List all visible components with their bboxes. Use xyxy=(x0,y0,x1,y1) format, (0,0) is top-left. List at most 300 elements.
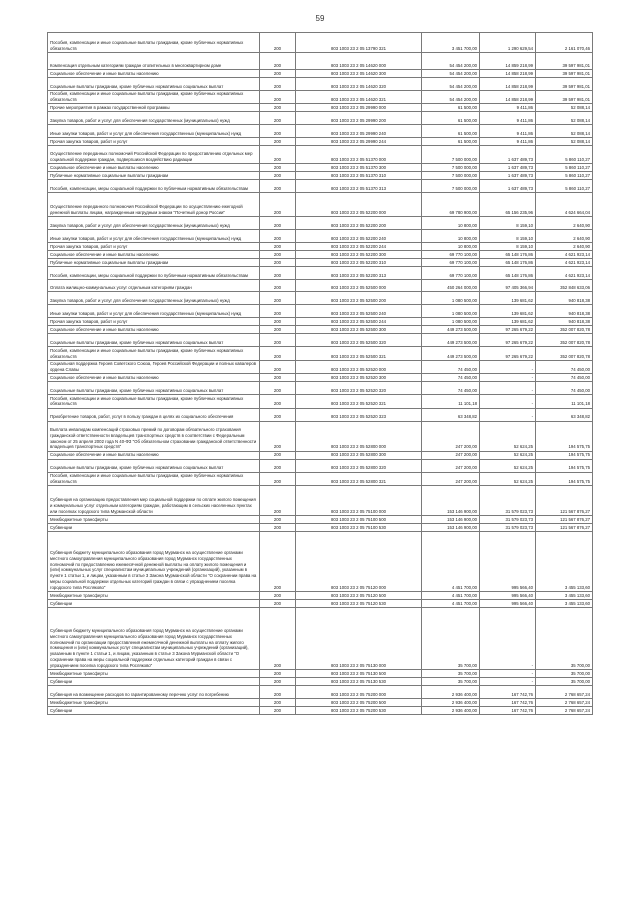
row-name-cell: Социальные выплаты гражданам, кроме публичных нормативных социальных выплат xyxy=(48,78,260,91)
row-executed-amount-cell: 1 637 489,73 xyxy=(480,172,536,180)
row-unexecuted-amount-cell: 2 161 070,46 xyxy=(536,33,593,53)
table-row xyxy=(48,318,593,326)
row-admin-code-cell: 200 xyxy=(260,70,296,78)
row-name-cell: Субвенции xyxy=(48,677,260,685)
row-executed-amount-cell: - xyxy=(480,374,536,382)
table-row xyxy=(48,53,593,70)
row-classification-code-cell: 803 1003 23 2 05 52200 310 xyxy=(296,259,422,267)
row-approved-amount-cell: 247 200,00 xyxy=(422,472,480,485)
row-unexecuted-amount-cell: 194 575,75 xyxy=(536,459,593,472)
row-name-cell: Социальное обеспечение и иные выплаты населению xyxy=(48,374,260,382)
row-unexecuted-amount-cell: 940 818,38 xyxy=(536,305,593,318)
row-classification-code-cell: 803 1003 23 2 05 52500 000 xyxy=(296,280,422,292)
row-approved-amount-cell: 10 800,00 xyxy=(422,230,480,243)
table-row xyxy=(48,172,593,180)
row-name-cell: Иные закупки товаров, работ и услуг для обеспечения государственных (муниципальных) нужд xyxy=(48,230,260,243)
row-approved-amount-cell: 11 101,18 xyxy=(422,395,480,408)
row-name-cell: Межбюджетные трансферты xyxy=(48,515,260,523)
row-executed-amount-cell: - xyxy=(480,382,536,395)
row-classification-code-cell: 803 1003 23 2 05 52200 313 xyxy=(296,267,422,280)
row-classification-code-cell: 803 1003 23 2 05 52520 000 xyxy=(296,360,422,373)
table-row xyxy=(48,515,593,523)
row-classification-code-cell: 803 1003 23 2 05 52200 244 xyxy=(296,243,422,251)
table-row xyxy=(48,251,593,259)
row-classification-code-cell: 803 1003 23 2 05 51370 000 xyxy=(296,146,422,164)
row-unexecuted-amount-cell: 2 768 657,24 xyxy=(536,698,593,706)
row-approved-amount-cell: 74 450,00 xyxy=(422,360,480,373)
row-unexecuted-amount-cell: 52 088,14 xyxy=(536,112,593,125)
row-classification-code-cell: 803 1003 23 2 05 75120 500 xyxy=(296,591,422,599)
row-name-cell: Публичные нормативные социальные выплаты гражданам xyxy=(48,259,260,267)
row-unexecuted-amount-cell: 39 597 981,01 xyxy=(536,78,593,91)
row-name-cell: Субвенции xyxy=(48,599,260,607)
row-approved-amount-cell: 153 146 900,00 xyxy=(422,485,480,515)
row-admin-code-cell: 200 xyxy=(260,485,296,515)
table-row xyxy=(48,706,593,714)
row-executed-amount-cell: 97 265 679,22 xyxy=(480,347,536,360)
row-approved-amount-cell: 7 500 000,00 xyxy=(422,146,480,164)
table-row xyxy=(48,180,593,193)
row-classification-code-cell: 803 1003 23 2 05 52520 323 xyxy=(296,408,422,421)
row-admin-code-cell: 200 xyxy=(260,267,296,280)
table-row xyxy=(48,125,593,138)
row-executed-amount-cell: 97 405 366,94 xyxy=(480,280,536,292)
row-approved-amount-cell: 1 080 500,00 xyxy=(422,292,480,305)
row-admin-code-cell: 200 xyxy=(260,243,296,251)
row-approved-amount-cell: 1 080 500,00 xyxy=(422,318,480,326)
row-classification-code-cell: 803 1003 23 2 05 52520 321 xyxy=(296,395,422,408)
row-classification-code-cell: 803 1003 23 2 05 14620 320 xyxy=(296,78,422,91)
row-admin-code-cell: 200 xyxy=(260,421,296,451)
row-name-cell: Закупка товаров, работ и услуг для обеспечения государственных (муниципальных) нужд xyxy=(48,217,260,230)
row-admin-code-cell: 200 xyxy=(260,78,296,91)
row-unexecuted-amount-cell: 35 700,00 xyxy=(536,607,593,669)
row-classification-code-cell: 803 1003 23 2 05 75100 000 xyxy=(296,485,422,515)
row-executed-amount-cell: 995 566,40 xyxy=(480,531,536,591)
row-admin-code-cell: 200 xyxy=(260,591,296,599)
table-row xyxy=(48,267,593,280)
row-name-cell: Субвенции xyxy=(48,523,260,531)
row-approved-amount-cell: 450 264 000,00 xyxy=(422,280,480,292)
row-name-cell: Осуществление переданных полномочий Российской Федерации по предоставлению отдельных мер социальной поддержки граждан, подвергшихся воздействию радиации xyxy=(48,146,260,164)
row-approved-amount-cell: 2 936 400,00 xyxy=(422,685,480,698)
row-unexecuted-amount-cell: 2 768 657,24 xyxy=(536,685,593,698)
row-unexecuted-amount-cell: 3 455 133,60 xyxy=(536,599,593,607)
table-row xyxy=(48,599,593,607)
row-name-cell: Субвенция на возмещение расходов по гарантированному перечню услуг по погребению xyxy=(48,685,260,698)
row-admin-code-cell: 200 xyxy=(260,230,296,243)
row-admin-code-cell: 200 xyxy=(260,374,296,382)
row-approved-amount-cell: 63 348,82 xyxy=(422,408,480,421)
row-executed-amount-cell: 31 579 023,73 xyxy=(480,485,536,515)
row-approved-amount-cell: 3 451 700,00 xyxy=(422,33,480,53)
row-unexecuted-amount-cell: 194 575,75 xyxy=(536,451,593,459)
table-row xyxy=(48,531,593,591)
row-approved-amount-cell: 54 454 200,00 xyxy=(422,53,480,70)
row-classification-code-cell: 803 1003 23 2 05 52500 320 xyxy=(296,334,422,347)
row-name-cell: Субвенция бюджету муниципального образования город Мурманск на осуществление органами местного самоуправления муниципального образования город Мурманск государственных полномочий по предоставлению ежемесячной денежной выплаты на оплату жилого помещения и (или) коммунальных услуг специалистам муниципальных учреждений (организаций), указанным в пункте 1 статьи 1, и лицам, указанным в статье 3 Закона Мурманской области "О сохранении права на меры социальной поддержки отдельных категорий граждан в связи с упразднением поселка городского типа Росляково" xyxy=(48,531,260,591)
table-row xyxy=(48,280,593,292)
row-executed-amount-cell: 65 148 176,86 xyxy=(480,259,536,267)
row-approved-amount-cell: 61 500,00 xyxy=(422,112,480,125)
table-row xyxy=(48,138,593,146)
row-unexecuted-amount-cell: 52 088,14 xyxy=(536,104,593,112)
row-name-cell: Социальные выплаты гражданам, кроме публичных нормативных социальных выплат xyxy=(48,334,260,347)
table-row xyxy=(48,112,593,125)
row-executed-amount-cell: 1 637 489,73 xyxy=(480,146,536,164)
row-approved-amount-cell: 69 780 900,00 xyxy=(422,193,480,217)
row-admin-code-cell: 200 xyxy=(260,217,296,230)
row-executed-amount-cell: 8 159,10 xyxy=(480,217,536,230)
row-admin-code-cell: 200 xyxy=(260,459,296,472)
table-row xyxy=(48,591,593,599)
table-row xyxy=(48,292,593,305)
table-row xyxy=(48,472,593,485)
page-number: 59 xyxy=(315,14,325,23)
row-name-cell: Социальное обеспечение и иные выплаты населению xyxy=(48,70,260,78)
row-unexecuted-amount-cell: 3 455 133,60 xyxy=(536,591,593,599)
row-approved-amount-cell: 10 800,00 xyxy=(422,243,480,251)
table-row xyxy=(48,91,593,104)
row-admin-code-cell: 200 xyxy=(260,669,296,677)
row-admin-code-cell: 200 xyxy=(260,706,296,714)
row-name-cell: Пособия, компенсации, меры социальной поддержки по публичным нормативным обязательствам xyxy=(48,267,260,280)
row-unexecuted-amount-cell: 352 007 820,78 xyxy=(536,347,593,360)
row-executed-amount-cell: 52 624,25 xyxy=(480,472,536,485)
table-row xyxy=(48,607,593,669)
row-admin-code-cell: 200 xyxy=(260,180,296,193)
row-executed-amount-cell: 52 624,25 xyxy=(480,421,536,451)
row-unexecuted-amount-cell: 352 848 633,06 xyxy=(536,280,593,292)
row-admin-code-cell: 200 xyxy=(260,607,296,669)
row-classification-code-cell: 803 1003 23 2 05 75100 530 xyxy=(296,523,422,531)
row-classification-code-cell: 803 1003 23 2 05 29990 000 xyxy=(296,104,422,112)
row-unexecuted-amount-cell: 121 567 876,27 xyxy=(536,485,593,515)
row-classification-code-cell: 803 1003 23 2 05 51370 300 xyxy=(296,164,422,172)
row-admin-code-cell: 200 xyxy=(260,91,296,104)
row-approved-amount-cell: 10 800,00 xyxy=(422,217,480,230)
row-name-cell: Пособия, компенсации и иные социальные выплаты гражданам, кроме публичных нормативных обязательств xyxy=(48,91,260,104)
row-executed-amount-cell: 14 858 218,99 xyxy=(480,91,536,104)
row-classification-code-cell: 803 1003 23 2 05 75120 000 xyxy=(296,531,422,591)
row-approved-amount-cell: 74 450,00 xyxy=(422,382,480,395)
row-approved-amount-cell: 7 500 000,00 xyxy=(422,180,480,193)
table-row xyxy=(48,374,593,382)
row-approved-amount-cell: 35 700,00 xyxy=(422,669,480,677)
row-approved-amount-cell: 449 273 500,00 xyxy=(422,326,480,334)
row-executed-amount-cell: 65 148 176,86 xyxy=(480,251,536,259)
row-name-cell: Прочая закупка товаров, работ и услуг xyxy=(48,138,260,146)
table-row xyxy=(48,193,593,217)
row-approved-amount-cell: 4 451 700,00 xyxy=(422,531,480,591)
row-admin-code-cell: 200 xyxy=(260,685,296,698)
row-unexecuted-amount-cell: 4 621 923,14 xyxy=(536,259,593,267)
row-name-cell: Иные закупки товаров, работ и услуг для обеспечения государственных (муниципальных) нужд xyxy=(48,125,260,138)
row-admin-code-cell: 200 xyxy=(260,318,296,326)
row-approved-amount-cell: 247 200,00 xyxy=(422,459,480,472)
table-row xyxy=(48,164,593,172)
row-classification-code-cell: 803 1003 23 2 05 75130 530 xyxy=(296,677,422,685)
row-approved-amount-cell: 69 770 100,00 xyxy=(422,251,480,259)
row-classification-code-cell: 803 1003 23 2 05 52500 321 xyxy=(296,347,422,360)
row-admin-code-cell: 200 xyxy=(260,104,296,112)
row-name-cell: Оплата жилищно-коммунальных услуг отдельным категориям граждан xyxy=(48,280,260,292)
table-row xyxy=(48,360,593,373)
row-name-cell: Пособия, компенсации и иные социальные выплаты гражданам, кроме публичных нормативных обязательств xyxy=(48,472,260,485)
row-approved-amount-cell: 69 770 100,00 xyxy=(422,267,480,280)
row-executed-amount-cell: 9 411,86 xyxy=(480,138,536,146)
row-classification-code-cell: 803 1003 23 2 05 75200 000 xyxy=(296,685,422,698)
row-approved-amount-cell: 61 500,00 xyxy=(422,104,480,112)
table-row xyxy=(48,685,593,698)
table-row xyxy=(48,259,593,267)
row-executed-amount-cell: 1 637 489,73 xyxy=(480,164,536,172)
row-executed-amount-cell: 1 290 629,54 xyxy=(480,33,536,53)
row-unexecuted-amount-cell: 2 640,90 xyxy=(536,230,593,243)
row-unexecuted-amount-cell: 39 597 981,01 xyxy=(536,70,593,78)
row-classification-code-cell: 803 1003 23 2 05 52800 320 xyxy=(296,459,422,472)
row-approved-amount-cell: 7 500 000,00 xyxy=(422,164,480,172)
row-classification-code-cell: 803 1003 23 2 05 75100 500 xyxy=(296,515,422,523)
row-admin-code-cell: 200 xyxy=(260,280,296,292)
row-approved-amount-cell: 153 146 900,00 xyxy=(422,523,480,531)
table-row xyxy=(48,523,593,531)
table-row xyxy=(48,485,593,515)
row-admin-code-cell: 200 xyxy=(260,138,296,146)
row-executed-amount-cell: 52 624,25 xyxy=(480,451,536,459)
table-row xyxy=(48,326,593,334)
row-executed-amount-cell: 167 742,76 xyxy=(480,698,536,706)
row-executed-amount-cell: - xyxy=(480,360,536,373)
row-classification-code-cell: 803 1003 23 2 05 52520 300 xyxy=(296,374,422,382)
table-row xyxy=(48,334,593,347)
row-approved-amount-cell: 61 500,00 xyxy=(422,125,480,138)
row-executed-amount-cell: 139 681,62 xyxy=(480,305,536,318)
table-row xyxy=(48,243,593,251)
row-admin-code-cell: 200 xyxy=(260,326,296,334)
row-admin-code-cell: 200 xyxy=(260,334,296,347)
row-unexecuted-amount-cell: 35 700,00 xyxy=(536,677,593,685)
row-unexecuted-amount-cell: 194 575,75 xyxy=(536,421,593,451)
row-classification-code-cell: 803 1003 23 2 05 52800 000 xyxy=(296,421,422,451)
row-executed-amount-cell: - xyxy=(480,395,536,408)
row-classification-code-cell: 803 1003 23 2 05 52200 240 xyxy=(296,230,422,243)
row-name-cell: Межбюджетные трансферты xyxy=(48,698,260,706)
row-approved-amount-cell: 35 700,00 xyxy=(422,607,480,669)
row-admin-code-cell: 200 xyxy=(260,408,296,421)
row-unexecuted-amount-cell: 940 818,38 xyxy=(536,292,593,305)
row-name-cell: Публичные нормативные социальные выплаты гражданам xyxy=(48,172,260,180)
row-classification-code-cell: 803 1003 23 2 05 52520 320 xyxy=(296,382,422,395)
row-name-cell: Социальное обеспечение и иные выплаты населению xyxy=(48,164,260,172)
row-admin-code-cell: 200 xyxy=(260,395,296,408)
row-unexecuted-amount-cell: 74 450,00 xyxy=(536,374,593,382)
row-classification-code-cell: 803 1003 23 2 05 14620 300 xyxy=(296,70,422,78)
row-unexecuted-amount-cell: 5 860 110,27 xyxy=(536,146,593,164)
row-classification-code-cell: 803 1003 23 2 05 52500 300 xyxy=(296,326,422,334)
row-unexecuted-amount-cell: 5 860 110,27 xyxy=(536,164,593,172)
row-executed-amount-cell: 97 265 679,22 xyxy=(480,334,536,347)
row-name-cell: Социальные выплаты гражданам, кроме публичных нормативных социальных выплат xyxy=(48,382,260,395)
row-executed-amount-cell: - xyxy=(480,607,536,669)
row-approved-amount-cell: 247 200,00 xyxy=(422,451,480,459)
row-unexecuted-amount-cell: 940 818,38 xyxy=(536,318,593,326)
row-approved-amount-cell: 74 450,00 xyxy=(422,374,480,382)
row-executed-amount-cell: 9 411,86 xyxy=(480,112,536,125)
row-classification-code-cell: 803 1003 23 2 05 52200 300 xyxy=(296,251,422,259)
row-classification-code-cell: 803 1003 23 2 05 14620 321 xyxy=(296,91,422,104)
row-name-cell: Иные закупки товаров, работ и услуг для обеспечения государственных (муниципальных) нужд xyxy=(48,305,260,318)
row-admin-code-cell: 200 xyxy=(260,292,296,305)
row-approved-amount-cell: 35 700,00 xyxy=(422,677,480,685)
row-name-cell: Пособия, компенсации и иные социальные выплаты гражданам, кроме публичных нормативных обязательств xyxy=(48,395,260,408)
row-executed-amount-cell: 167 742,76 xyxy=(480,685,536,698)
row-unexecuted-amount-cell: 2 640,90 xyxy=(536,243,593,251)
row-classification-code-cell: 803 1003 23 2 05 29990 244 xyxy=(296,138,422,146)
row-name-cell: Социальные выплаты гражданам, кроме публичных нормативных социальных выплат xyxy=(48,459,260,472)
row-classification-code-cell: 803 1003 23 2 05 51370 310 xyxy=(296,172,422,180)
row-approved-amount-cell: 2 936 400,00 xyxy=(422,698,480,706)
row-admin-code-cell: 200 xyxy=(260,451,296,459)
row-approved-amount-cell: 153 146 900,00 xyxy=(422,515,480,523)
row-classification-code-cell: 803 1003 23 2 05 52200 200 xyxy=(296,217,422,230)
row-classification-code-cell: 803 1003 23 2 05 52500 240 xyxy=(296,305,422,318)
row-name-cell: Закупка товаров, работ и услуг для обеспечения государственных (муниципальных) нужд xyxy=(48,112,260,125)
row-executed-amount-cell: 1 637 489,73 xyxy=(480,180,536,193)
row-name-cell: Прочие мероприятия в рамках государственной программы xyxy=(48,104,260,112)
row-classification-code-cell: 803 1003 23 2 05 14620 000 xyxy=(296,53,422,70)
row-admin-code-cell: 200 xyxy=(260,193,296,217)
row-unexecuted-amount-cell: 39 597 981,01 xyxy=(536,91,593,104)
row-executed-amount-cell: 995 566,40 xyxy=(480,599,536,607)
row-name-cell: Социальное обеспечение и иные выплаты населению xyxy=(48,326,260,334)
row-executed-amount-cell: 8 159,10 xyxy=(480,243,536,251)
row-executed-amount-cell: 139 681,62 xyxy=(480,292,536,305)
table-row xyxy=(48,347,593,360)
row-classification-code-cell: 803 1003 23 2 05 52800 321 xyxy=(296,472,422,485)
row-approved-amount-cell: 1 080 500,00 xyxy=(422,305,480,318)
row-approved-amount-cell: 247 200,00 xyxy=(422,421,480,451)
row-unexecuted-amount-cell: 121 567 876,27 xyxy=(536,523,593,531)
row-executed-amount-cell: 9 411,86 xyxy=(480,104,536,112)
row-approved-amount-cell: 54 454 200,00 xyxy=(422,78,480,91)
budget-table xyxy=(47,32,593,715)
row-classification-code-cell: 803 1003 23 2 05 29990 200 xyxy=(296,112,422,125)
table-row xyxy=(48,104,593,112)
row-classification-code-cell: 803 1003 23 2 05 52200 000 xyxy=(296,193,422,217)
table-row xyxy=(48,382,593,395)
row-unexecuted-amount-cell: 52 088,14 xyxy=(536,125,593,138)
row-unexecuted-amount-cell: 121 567 876,27 xyxy=(536,515,593,523)
row-classification-code-cell: 803 1003 23 2 05 75200 500 xyxy=(296,698,422,706)
row-name-cell: Осуществление переданного полномочия Российской Федерации по осуществлению ежегодной денежной выплаты лицам, награжденным нагрудным знаком "Почетный донор России" xyxy=(48,193,260,217)
row-admin-code-cell: 200 xyxy=(260,125,296,138)
row-approved-amount-cell: 7 500 000,00 xyxy=(422,172,480,180)
row-admin-code-cell: 200 xyxy=(260,472,296,485)
row-executed-amount-cell: 995 566,40 xyxy=(480,591,536,599)
table-row xyxy=(48,33,593,53)
row-unexecuted-amount-cell: 35 700,00 xyxy=(536,669,593,677)
table-row xyxy=(48,421,593,451)
row-executed-amount-cell: 65 148 176,86 xyxy=(480,267,536,280)
table-row xyxy=(48,459,593,472)
row-name-cell: Прочая закупка товаров, работ и услуг xyxy=(48,243,260,251)
row-name-cell: Приобретение товаров, работ, услуг в пользу граждан в целях их социального обеспечения xyxy=(48,408,260,421)
row-admin-code-cell: 200 xyxy=(260,33,296,53)
table-row xyxy=(48,451,593,459)
row-classification-code-cell: 803 1003 23 2 05 29990 240 xyxy=(296,125,422,138)
row-unexecuted-amount-cell: 2 640,90 xyxy=(536,217,593,230)
table-row xyxy=(48,230,593,243)
row-admin-code-cell: 200 xyxy=(260,677,296,685)
row-executed-amount-cell: 31 579 023,73 xyxy=(480,523,536,531)
row-unexecuted-amount-cell: 2 768 657,24 xyxy=(536,706,593,714)
row-name-cell: Пособия, компенсации, меры социальной поддержки по публичным нормативным обязательствам xyxy=(48,180,260,193)
row-unexecuted-amount-cell: 194 575,75 xyxy=(536,472,593,485)
row-executed-amount-cell: 167 742,76 xyxy=(480,706,536,714)
row-classification-code-cell: 803 1003 23 2 05 51370 313 xyxy=(296,180,422,193)
row-admin-code-cell: 200 xyxy=(260,164,296,172)
row-name-cell: Межбюджетные трансферты xyxy=(48,591,260,599)
row-unexecuted-amount-cell: 3 455 133,60 xyxy=(536,531,593,591)
row-unexecuted-amount-cell: 63 348,82 xyxy=(536,408,593,421)
row-executed-amount-cell: 14 858 218,99 xyxy=(480,78,536,91)
table-row xyxy=(48,395,593,408)
table-row xyxy=(48,305,593,318)
row-executed-amount-cell: 9 411,86 xyxy=(480,125,536,138)
row-name-cell: Межбюджетные трансферты xyxy=(48,669,260,677)
row-unexecuted-amount-cell: 4 624 664,04 xyxy=(536,193,593,217)
row-approved-amount-cell: 69 770 100,00 xyxy=(422,259,480,267)
table-row xyxy=(48,669,593,677)
row-approved-amount-cell: 449 273 500,00 xyxy=(422,334,480,347)
row-unexecuted-amount-cell: 4 621 923,14 xyxy=(536,267,593,280)
table-row xyxy=(48,677,593,685)
row-unexecuted-amount-cell: 39 597 981,01 xyxy=(536,53,593,70)
row-classification-code-cell: 803 1003 23 2 05 75120 530 xyxy=(296,599,422,607)
row-classification-code-cell: 803 1003 23 2 05 13790 321 xyxy=(296,33,422,53)
row-classification-code-cell: 803 1003 23 2 05 52800 300 xyxy=(296,451,422,459)
row-unexecuted-amount-cell: 74 450,00 xyxy=(536,360,593,373)
row-classification-code-cell: 803 1003 23 2 05 75200 530 xyxy=(296,706,422,714)
row-unexecuted-amount-cell: 11 101,18 xyxy=(536,395,593,408)
row-unexecuted-amount-cell: 52 088,14 xyxy=(536,138,593,146)
row-admin-code-cell: 200 xyxy=(260,259,296,267)
row-name-cell: Субвенции xyxy=(48,706,260,714)
row-unexecuted-amount-cell: 74 450,00 xyxy=(536,382,593,395)
table-row xyxy=(48,408,593,421)
row-admin-code-cell: 200 xyxy=(260,172,296,180)
row-name-cell: Социальная поддержка Героев Советского Союза, Героев Российской Федерации и полных кавалеров ордена Славы xyxy=(48,360,260,373)
row-approved-amount-cell: 4 451 700,00 xyxy=(422,599,480,607)
row-admin-code-cell: 200 xyxy=(260,360,296,373)
table-row xyxy=(48,70,593,78)
row-name-cell: Закупка товаров, работ и услуг для обеспечения государственных (муниципальных) нужд xyxy=(48,292,260,305)
row-approved-amount-cell: 54 454 200,00 xyxy=(422,70,480,78)
row-name-cell: Субвенция бюджету муниципального образования город Мурманск на осуществление органами местного самоуправления муниципального образования город Мурманск государственных полномочий по организации предоставления ежемесячной денежной выплаты на оплату жилого помещения и (или) коммунальных услуг специалистам муниципальных учреждений (организаций), указанным в пункте 1 статьи 1, и лицам, указанным в статье 3 Закона Мурманской области "О сохранении права на меры социальной поддержки отдельных категорий граждан в связи с упразднением поселка городского типа Росляково" xyxy=(48,607,260,669)
row-name-cell: Субвенция на организацию предоставления мер социальной поддержки по оплате жилого помещения и коммунальных услуг отдельным категориям граждан, работающим в сельских населенных пунктах или поселках городского типа Мурманской области xyxy=(48,485,260,515)
table-row xyxy=(48,146,593,164)
row-classification-code-cell: 803 1003 23 2 05 75130 000 xyxy=(296,607,422,669)
row-unexecuted-amount-cell: 4 621 923,14 xyxy=(536,251,593,259)
row-executed-amount-cell: 65 156 235,96 xyxy=(480,193,536,217)
row-executed-amount-cell: 139 681,62 xyxy=(480,318,536,326)
row-admin-code-cell: 200 xyxy=(260,599,296,607)
row-name-cell: Пособия, компенсации и иные социальные выплаты гражданам, кроме публичных нормативных обязательств xyxy=(48,33,260,53)
row-executed-amount-cell: 14 858 218,99 xyxy=(480,70,536,78)
row-name-cell: Социальное обеспечение и иные выплаты населению xyxy=(48,451,260,459)
row-admin-code-cell: 200 xyxy=(260,53,296,70)
